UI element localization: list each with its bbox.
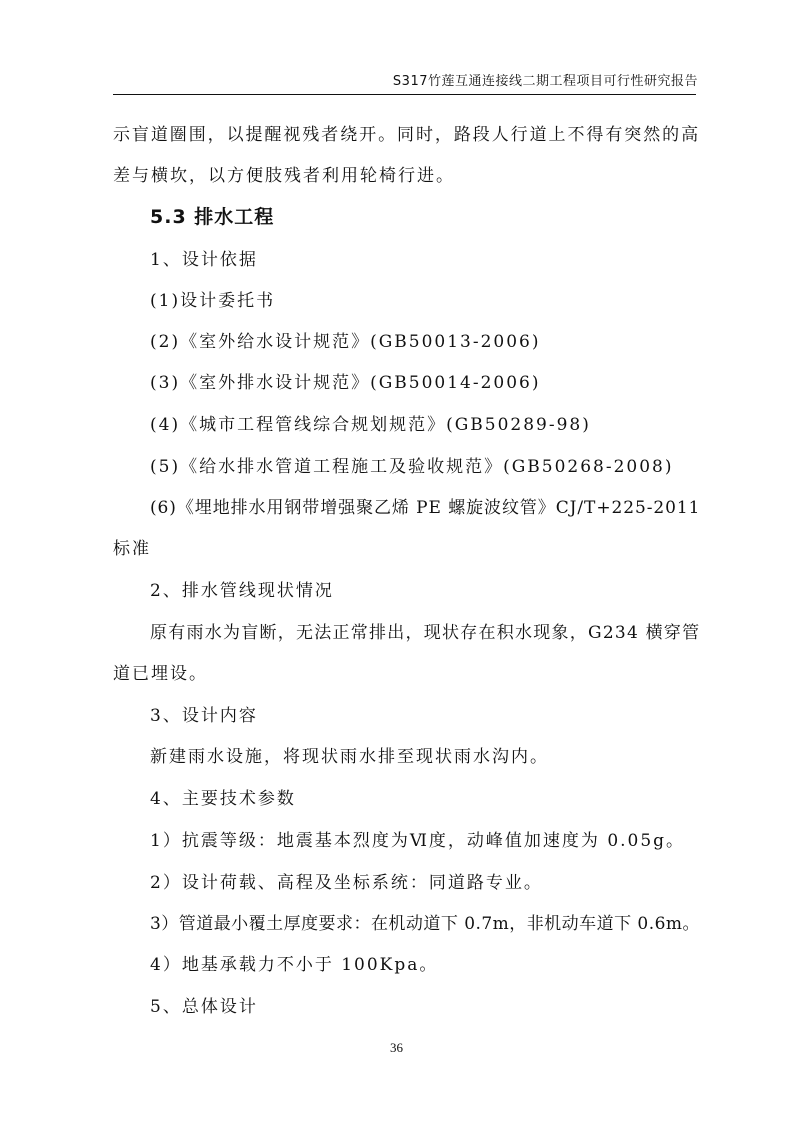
parameter-item: 2）设计荷载、高程及坐标系统：同道路专业。 — [150, 873, 543, 893]
paragraph-line: 新建雨水设施，将现状雨水排至现状雨水沟内。 — [150, 747, 549, 767]
reference-item: (4)《城市工程管线综合规划规范》(GB50289-98) — [150, 415, 591, 435]
parameter-item: 4）地基承载力不小于 100Kpa。 — [150, 955, 439, 975]
paragraph-line: 原有雨水为盲断，无法正常排出，现状存在积水现象，G234 横穿管 — [150, 623, 701, 643]
item-title: 1、设计依据 — [150, 250, 258, 270]
section-heading: 5.3 排水工程 — [150, 206, 275, 228]
paragraph-line: 差与横坎，以方便肢残者利用轮椅行进。 — [113, 166, 455, 186]
reference-item: (3)《室外排水设计规范》(GB50014-2006) — [150, 373, 541, 393]
reference-item: (1)设计委托书 — [150, 291, 276, 311]
parameter-item: 1）抗震等级：地震基本烈度为Ⅵ度，动峰值加速度为 0.05g。 — [150, 831, 686, 851]
reference-item: (5)《给水排水管道工程施工及验收规范》(GB50268-2008) — [150, 457, 674, 477]
parameter-item: 3）管道最小覆土厚度要求：在机动道下 0.7m，非机动车道下 0.6m。 — [150, 914, 700, 934]
reference-item: (6)《埋地排水用钢带增强聚乙烯 PE 螺旋波纹管》CJ/T+225-2011 — [150, 498, 701, 518]
reference-item-cont: 标准 — [113, 539, 151, 559]
running-header: S317竹莲互通连接线二期工程项目可行性研究报告 — [392, 74, 698, 89]
page-number: 36 — [390, 1040, 403, 1055]
item-title: 2、排水管线现状情况 — [150, 581, 334, 601]
item-title: 5、总体设计 — [150, 997, 258, 1017]
item-title: 4、主要技术参数 — [150, 789, 296, 809]
item-title: 3、设计内容 — [150, 706, 258, 726]
reference-item: (2)《室外给水设计规范》(GB50013-2006) — [150, 332, 541, 352]
paragraph-line: 道已埋设。 — [113, 664, 208, 684]
header-rule — [113, 94, 696, 95]
paragraph-line: 示盲道圈围，以提醒视残者绕开。同时，路段人行道上不得有突然的高 — [113, 125, 700, 145]
